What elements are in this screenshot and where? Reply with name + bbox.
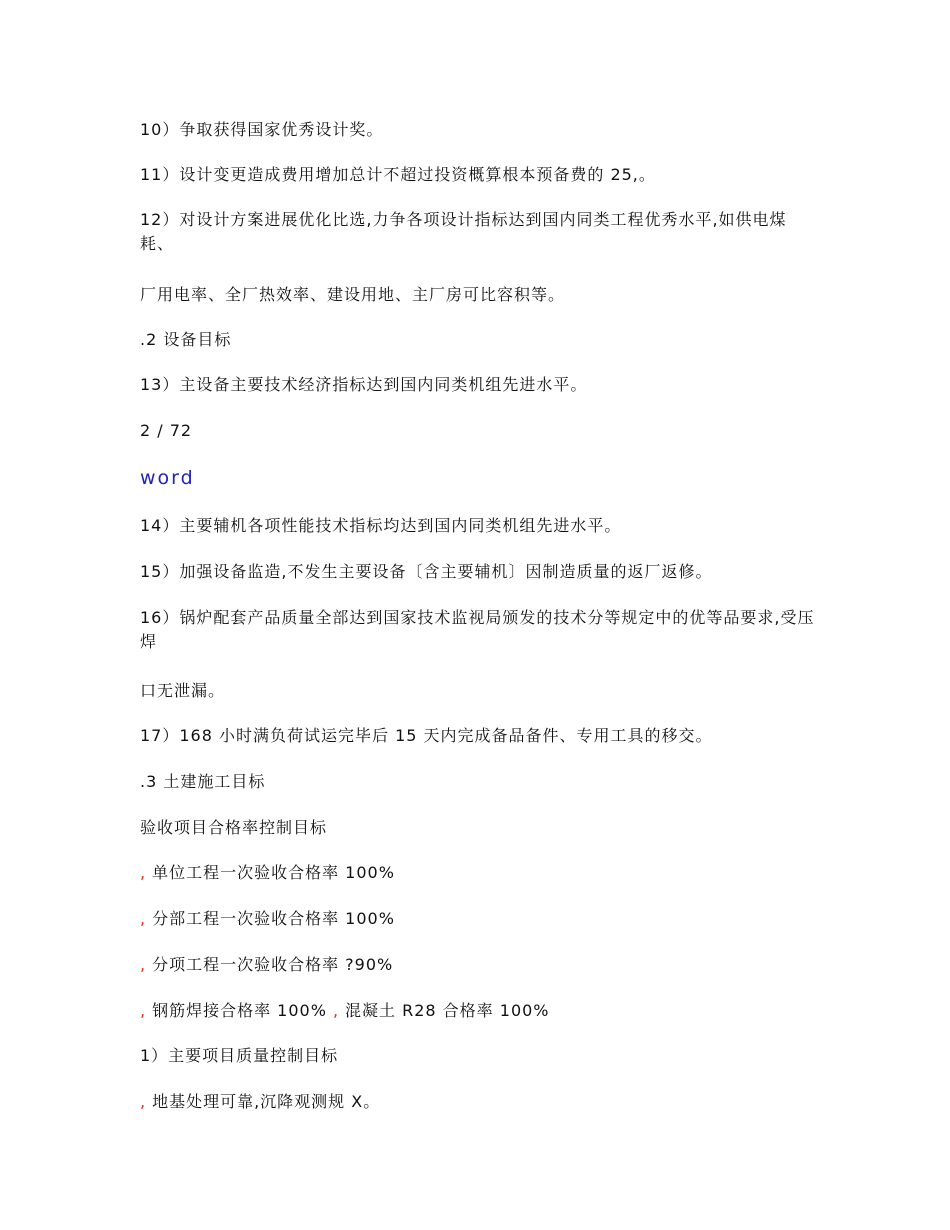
bullet-marker: , (140, 955, 147, 974)
bullet-text: 混凝土 R28 合格率 100% (345, 1001, 550, 1020)
bullet-marker: , (140, 1001, 147, 1020)
acceptance-heading: 验收项目合格率控制目标 (140, 818, 328, 837)
bullet-text: 钢筋焊接合格率 100% (152, 1001, 327, 1020)
bullet-item-3 (140, 953, 820, 977)
bullet-text: 分部工程一次验收合格率 100% (152, 909, 395, 928)
page-number: 2 / 72 (140, 421, 193, 440)
bullet-item-5 (140, 1090, 820, 1114)
paragraph-16: 16）锅炉配套产品质量全部达到国家技术监视局颁发的技术分等规定中的优等品要求,受压焊 (140, 608, 815, 651)
bullet-item-1 (140, 861, 820, 885)
bullet-marker: , (332, 1001, 340, 1020)
bullet-text: 单位工程一次验收合格率 100% (152, 863, 395, 882)
bullet-item-4 (140, 999, 820, 1023)
section-heading-2: .2 设备目标 (140, 330, 232, 349)
bullet-text: 地基处理可靠,沉降观测规 X。 (152, 1092, 381, 1111)
paragraph-15: 15）加强设备监造,不发生主要设备〔含主要辅机〕因制造质量的返厂返修。 (140, 562, 713, 581)
paragraph-14: 14）主要辅机各项性能技术指标均达到国内同类机组先进水平。 (140, 516, 622, 535)
bullet-item-2 (140, 907, 820, 931)
paragraph-13: 13）主设备主要技术经济指标达到国内同类机组先进水平。 (140, 375, 588, 394)
paragraph-12: 12）对设计方案进展优化比选,力争各项设计指标达到国内同类工程优秀水平,如供电煤耗、 (140, 210, 787, 253)
bullet-marker: , (140, 1092, 147, 1111)
paragraph-17: 17）168 小时满负荷试运完毕后 15 天内完成备品备件、专用工具的移交。 (140, 726, 713, 745)
bullet-marker: , (140, 909, 147, 928)
paragraph-11: 11）设计变更造成费用增加总计不超过投资概算根本预备费的 25,。 (140, 165, 656, 184)
quality-heading: 1）主要项目质量控制目标 (140, 1046, 339, 1065)
section-heading-3: .3 土建施工目标 (140, 772, 266, 791)
word-label: word (140, 467, 195, 489)
paragraph-16-cont: 口无泄漏。 (140, 681, 226, 700)
bullet-text: 分项工程一次验收合格率 ?90% (152, 955, 394, 974)
paragraph-12-cont: 厂用电率、全厂热效率、建设用地、主厂房可比容积等。 (140, 285, 566, 304)
bullet-marker: , (140, 863, 147, 882)
paragraph-10: 10）争取获得国家优秀设计奖。 (140, 120, 384, 139)
